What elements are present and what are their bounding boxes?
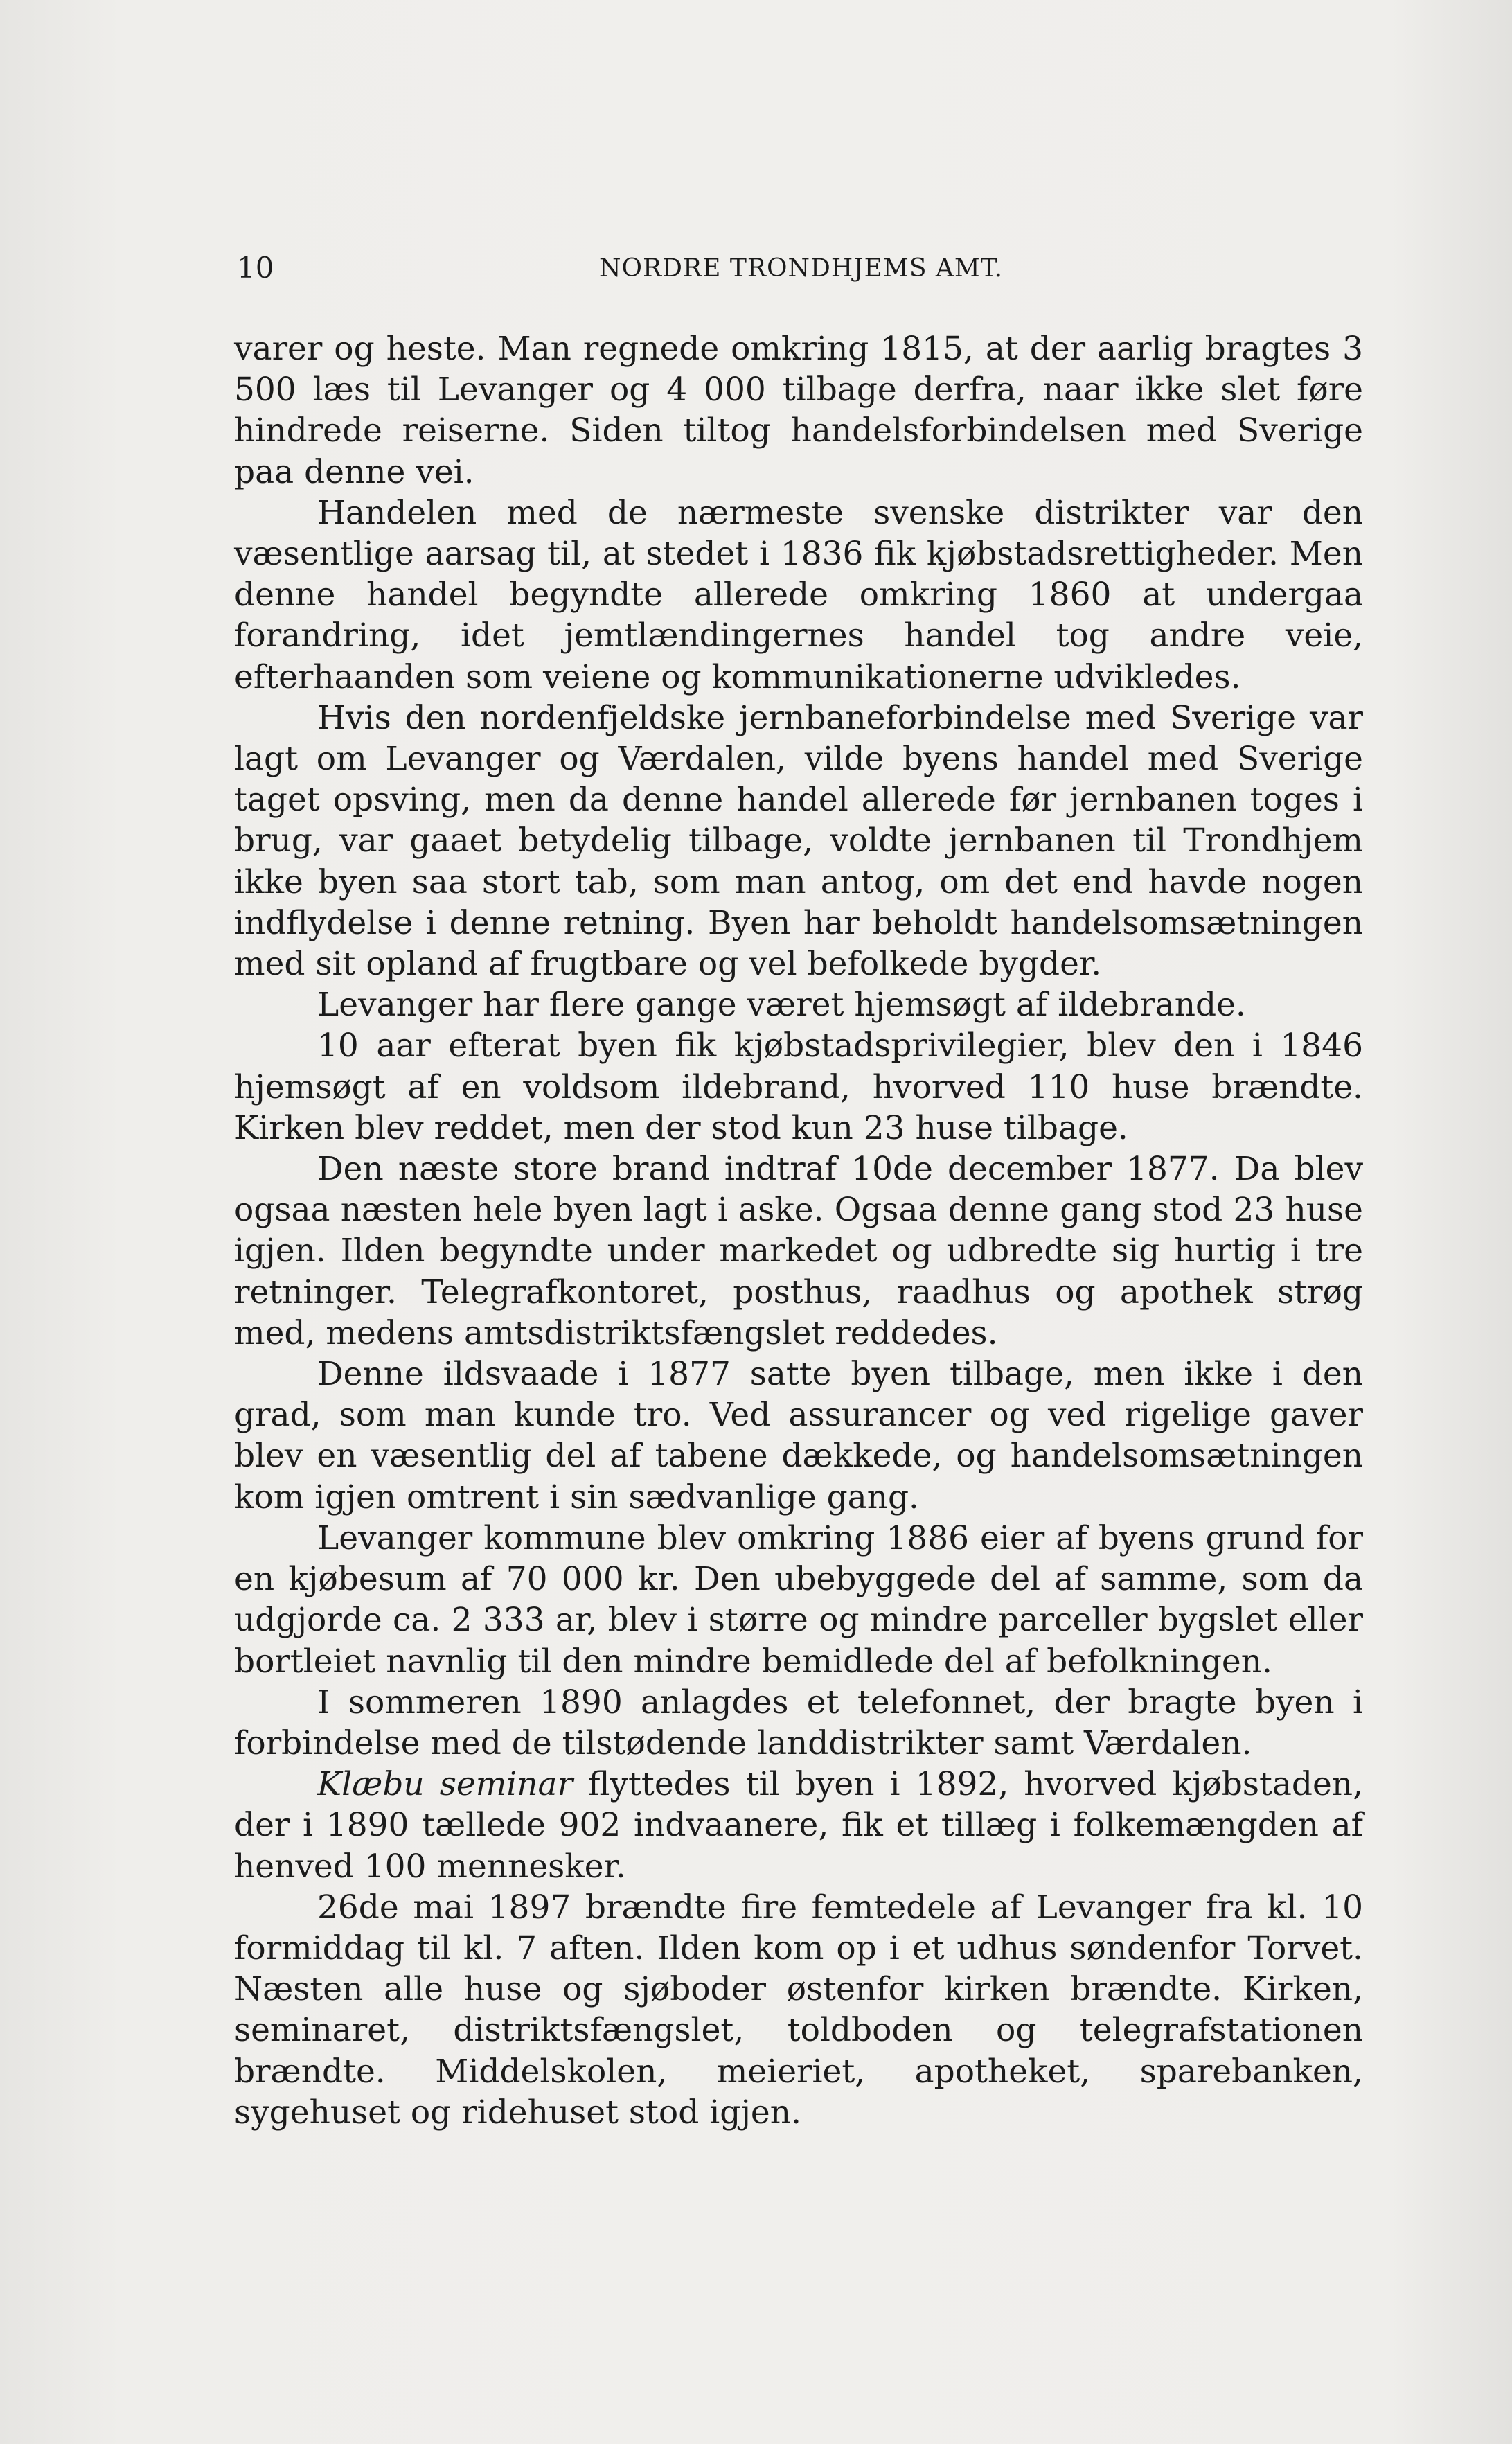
paragraph-text: flyttedes til byen i 1892, hvorved kjøbstaden, der i 1890 tællede 902 indvaanere, fik et tillæg i folkemængden af henved 100 mennesker. (234, 1765, 1363, 1886)
paragraph: Handelen med de nærmeste svenske distrikter var den væsentlige aarsag til, at stedet i 1836 fik kjøbstadsrettigheder. Men denne handel begyndte allerede omkring 1860 at undergaa forandring, idet jemtlændingernes handel tog andre veie, efterhaanden som veiene og kommunikationerne udvikledes. (234, 493, 1363, 696)
paragraph: varer og heste. Man regnede omkring 1815, at der aarlig bragtes 3 500 læs til Levanger og 4 000 tilbage derfra, naar ikke slet føre hindrede reiserne. Siden tiltog handelsforbindelsen med Sverige paa denne vei. (234, 330, 1363, 491)
paragraph: Hvis den nordenfjeldske jernbaneforbindelse med Sverige var lagt om Levanger og Værdalen, vilde byens handel med Sverige taget opsving, men da denne handel allerede før jernbanen toges i brug, var gaaet betydelig tilbage, voldte jernbanen til Trondhjem ikke byen saa stort tab, som man antog, om det end havde nogen indflydelse i denne retning. Byen har beholdt handelsomsætningen med sit opland af frugtbare og vel befolkede bygder. (234, 698, 1363, 984)
paragraph (234, 1764, 1363, 1887)
page-number: 10 (237, 251, 274, 285)
paragraph: Denne ildsvaade i 1877 satte byen tilbage, men ikke i den grad, som man kunde tro. Ved assurancer og ved rigelige gaver blev en væsentlig del af tabene dækkede, og handelsomsætningen kom igjen omtrent i sin sædvanlige gang. (234, 1355, 1363, 1516)
paragraph: 10 aar efterat byen fik kjøbstadsprivilegier, blev den i 1846 hjemsøgt af en voldsom ildebrand, hvorved 110 huse brændte. Kirken blev reddet, men der stod kun 23 huse tilbage. (234, 1027, 1363, 1147)
paragraph: Levanger har flere gange været hjemsøgt af ildebrande. (317, 986, 1246, 1025)
body-text (234, 328, 1363, 2133)
page-header (235, 244, 1367, 292)
paragraph: Den næste store brand indtraf 10de december 1877. Da blev ogsaa næsten hele byen lagt i aske. Ogsaa denne gang stod 23 huse igjen. Ilden begyndte under markedet og udbredte sig hurtig i tre retninger. Telegrafkontoret, posthus, raadhus og apothek strøg med, medens amtsdistriktsfængslet reddedes. (234, 1150, 1363, 1352)
paragraph: Levanger kommune blev omkring 1886 eier af byens grund for en kjøbesum af 70 000 kr. Den ubebyggede del af samme, som da udgjorde ca. 2 333 ar, blev i større og mindre parceller bygslet eller bortleiet navnlig til den mindre bemidlede del af befolkningen. (234, 1518, 1363, 1681)
paragraph: I sommeren 1890 anlagdes et telefonnet, der bragte byen i forbindelse med de tilstødende landdistrikter samt Værdalen. (234, 1683, 1363, 1762)
italic-phrase: Klæbu seminar (317, 1765, 573, 1804)
paragraph: 26de mai 1897 brændte fire femtedele af Levanger fra kl. 10 formiddag til kl. 7 aften. Ilden kom op i et udhus søndenfor Torvet. Næsten alle huse og sjøboder østenfor kirken brændte. Kirken, seminaret, distriktsfængslet, toldboden og telegrafstationen brændte. Middelskolen, meieriet, apotheket, sparebanken, sygehuset og ridehuset stod igjen. (234, 1888, 1363, 2132)
running-title: NORDRE TRONDHJEMS AMT. (599, 254, 1003, 283)
